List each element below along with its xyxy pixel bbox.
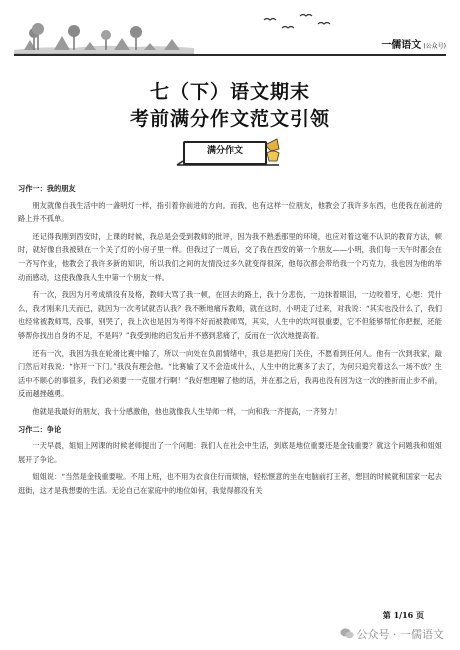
title-line-2: 考前满分作文范文引领: [129, 108, 330, 130]
page-number: 第 1/16 页: [382, 610, 424, 620]
paragraph: 有一次，我因为月考成绩没有及格，教师大骂了我一顿，在回去的路上，我十分悲伤，一边抹着眼泪，一边咬着牙，心想：凭什么，我才刚来几天而已，就因为一次考试就否认我？我不断地痛斥教师，就在这时，小明走了过来，对我说：“其实也没什么了，我们也经常被教师骂，没事，别哭了，我上次也是因为考得不好而被教师骂，其实，人生中的坎坷很重要，它不但能够帮忙你把握，还能够帮你找出自身的不足，不是吗？”我受到他的启发后并不感到悲痛了，反而在一次次地提高着。: [18, 290, 442, 340]
section-heading: 习作二：争论: [18, 424, 62, 434]
section-badge: [175, 137, 287, 167]
wechat-watermark: [340, 626, 445, 642]
badge-label: 满分作文: [206, 146, 243, 156]
brand-subtitle: (公众号): [423, 43, 446, 50]
brand-logo: [381, 36, 446, 51]
paragraph: 朋友就像自我生活中的一盏明灯一样，指引着你前进的方向。而我，也有这样一位朋友，他教会了我许多东西，也使我在前进的路上并不孤单。: [18, 200, 442, 224]
header-divider: [14, 54, 446, 56]
essay-content: [18, 180, 442, 501]
paragraph: 他就是我最好的朋友，我十分感激他，他也就像我人生导师一样，一向和我一齐提高，一齐努力！: [32, 406, 342, 416]
section-heading: 习作一：我的朋友: [18, 184, 76, 193]
brand-name: 一儒语文: [381, 40, 422, 51]
title-line-1: 七（下）语文期末: [149, 81, 310, 103]
watermark-text: 公众号 · 一儒语文: [356, 628, 444, 641]
paragraph: 还有一次，我因为我在轮滑比赛中输了，所以一向处在负面情绪中，我总是把房门关住，不愿看到任何人。他有一次到我家，敲门然后对我说：“你开一下门。”我没有理会他。“比赛输了又不会造成什么，人生中的比赛多了去了，为何只追究着这么一场不放？生活中不顺心的事很多，我们必须要一一克服才行啊！”我好想理解了他的话，并在那之后，我再也没有因为这一次的挫折而止步不前，反而越挫越勇。: [18, 348, 442, 399]
paragraph: 姐姐说：“当然是金钱重要啦。不用上班，也不用为衣食住行而烦恼，轻松惬意的坐在电脑前打王者，想回的时候就和国家一起去逛街，这才是我想要的生活。无论自己在家庭中的地位如何，我觉得都没有关: [18, 472, 442, 495]
wechat-icon: [340, 628, 354, 639]
paragraph: 还记得我刚到西安时，上课的时候，我总是会受到教师的批评，因为我不熟悉那里的环境，也应对着这毫不认识的教育方法，顿时，就好像自我被锁在一个关了灯的小房子里一样。但我过了一周后，交了我在西安的第一个朋友——小明，我们每一天午时都会在一齐写作业，他教会了我许多新的知识，所以我们之间的友情没过多久就变得很深，他每次都会带给我一个巧克力，我也因为他的举动而感动，这使我像我人生中第一个朋友一样。: [18, 231, 442, 282]
paragraph: 一天早晨，姐姐上网课的时候老师提出了一个问题：我们人在社会中生活，到底是地位重要还是金钱重要？就这个问题我和姐姐展开了争论。: [18, 441, 442, 464]
